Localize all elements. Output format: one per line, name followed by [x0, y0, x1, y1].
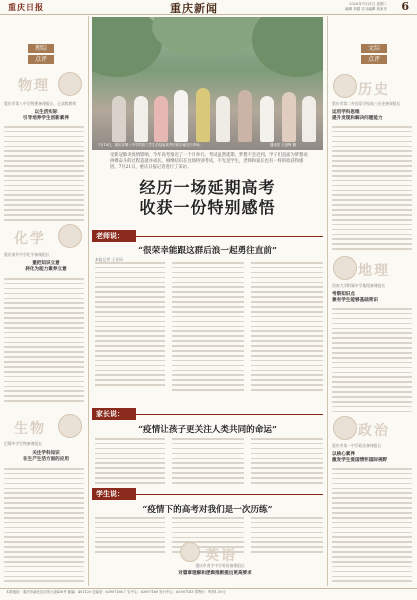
main-headline [92, 178, 323, 218]
column-divider [327, 16, 328, 586]
photo-student [216, 96, 230, 142]
subject-geography: 地理 [358, 263, 390, 279]
chemistry-icon [58, 224, 82, 248]
parent-quote: “疫情让孩子更关注人类共同的命运” [138, 425, 277, 435]
band-rule [136, 236, 323, 237]
lead-paragraph: 受新冠肺炎疫情影响，今年高考推迟了一个月举行。考试虽然延期，梦想不会迟到。学子们直面为梦想而拼搏奋斗的过程造就并成长。相继结识在这场特别考试，不光是学生，老师和家长也有一样的收获和感悟。7月21日，重庆日报记者进行了采访。 [110, 153, 308, 170]
column-divider [88, 16, 89, 586]
teacher-article-col2 [172, 262, 244, 394]
student-band [92, 488, 323, 500]
student-tag: 学生说： [92, 488, 136, 500]
photo-caption: 7月18日，重庆市第八中学的高三学生们结束高考后欢乐地走出考场。 [98, 143, 203, 147]
photo-student [154, 96, 168, 142]
band-rule [136, 494, 323, 495]
parent-article-col1 [95, 438, 165, 487]
section-tag-science: 理综 [28, 44, 54, 53]
english-icon [180, 542, 200, 562]
history-icon [333, 74, 357, 98]
subject-english: 英语 [205, 548, 237, 564]
teacher-quote: “很荣幸能跟这群后浪一起勇往直前” [138, 246, 277, 256]
teacher-byline: 本报记者 王亚同 [95, 257, 123, 262]
section-tag-review: 点评 [28, 55, 54, 64]
issue-date [327, 2, 387, 12]
editor-text: 编辑 刘超 实习编辑 高家乐 [345, 7, 387, 11]
photo-student [282, 92, 296, 142]
teacher-band [92, 230, 323, 242]
issue-date-text: 2020年7月21日 星期二 [349, 2, 387, 6]
student-article-col3 [251, 517, 323, 556]
headline-english: 对篇章理解和逻辑推断提出更高要求 [178, 571, 252, 576]
parent-tag: 家长说： [92, 408, 136, 420]
subject-physics: 物理 [18, 78, 50, 94]
page-number: 6 [401, 0, 409, 13]
politics-icon [333, 416, 357, 440]
photo-student [174, 90, 188, 142]
page-footer: 本报地址：重庆市渝北区同茂大道416号 邮编：401120 总编室：63907166 广告中心：63907160 发行中心：63907183 零售价：每份1.50元 [0, 588, 417, 600]
intro-politics: 重庆市第一中学政治备课组长 [332, 443, 382, 448]
subject-biology: 生物 [14, 421, 46, 437]
article-biology-body [4, 468, 84, 585]
section-tag-review: 点评 [361, 55, 387, 64]
headline-history: 运用学科思维 提升发现和解决问题能力 [332, 110, 383, 121]
intro-biology: 巴蜀中学生物备课组长 [4, 441, 42, 446]
band-rule [136, 414, 323, 415]
lead-photo [92, 17, 323, 150]
physics-icon [58, 72, 82, 96]
geography-icon [333, 256, 357, 280]
masthead [0, 0, 417, 15]
intro-history: 重庆市第二外国语学校高三历史备课组长 [332, 101, 401, 106]
photo-student [302, 96, 316, 142]
teacher-tag: 老师说： [92, 230, 136, 242]
main-headline-line1: 经历一场延期高考 [139, 178, 276, 197]
article-physics-body [4, 126, 84, 224]
parent-article-col2 [172, 438, 244, 487]
biology-icon [58, 414, 82, 438]
headline-chemistry: 重把知识立意 转化为能力素养立意 [25, 261, 67, 272]
teacher-article-col3 [251, 262, 323, 394]
photo-credit: 通讯员 王剑锋 摄 [270, 143, 296, 147]
article-geography-body [332, 308, 412, 416]
subject-politics: 政治 [358, 423, 390, 439]
headline-politics: 以核心素养 激发学生爱国情怀国际视野 [332, 452, 388, 463]
article-politics-body [332, 468, 412, 585]
photo-student [112, 96, 126, 142]
headline-biology: 关注学科知识 在生产生活方面的应用 [23, 451, 69, 462]
student-quote: “疫情下的高考对我们是一次历练” [142, 505, 273, 515]
intro-geography: 西南大学附属中学地理备课组长 [332, 283, 386, 288]
intro-physics: 重庆市第八中学物理备课组长、正高级教师 [4, 101, 77, 106]
photo-trees [252, 17, 323, 77]
headline-geography: 考察知识点 兼有学生能够基础常识 [332, 292, 378, 303]
teacher-article-col1 [95, 262, 165, 389]
photo-trees [152, 17, 262, 57]
article-history-body [332, 126, 412, 253]
section-title: 重庆新闻 [170, 2, 218, 15]
photo-student [260, 96, 274, 142]
student-article-col1 [95, 517, 165, 556]
photo-student [134, 96, 148, 142]
photo-student [238, 90, 252, 142]
parent-article-col3 [251, 438, 323, 487]
newspaper-logo: 重庆日报 [8, 2, 44, 12]
headline-physics: 以生活实际 引导培养学生创新素养 [23, 110, 69, 121]
subject-chemistry: 化学 [14, 231, 46, 247]
intro-chemistry: 重庆南开中学化学备课组长 [4, 252, 50, 257]
article-chemistry-body [4, 278, 84, 405]
parent-band [92, 408, 323, 420]
intro-english: 重庆市育才中学英语备课组长 [195, 563, 245, 568]
photo-student [196, 88, 210, 142]
section-tag-humanities: 文综 [361, 44, 387, 53]
subject-history: 历史 [358, 82, 390, 98]
main-headline-line2: 收获一份特别感悟 [139, 198, 276, 217]
